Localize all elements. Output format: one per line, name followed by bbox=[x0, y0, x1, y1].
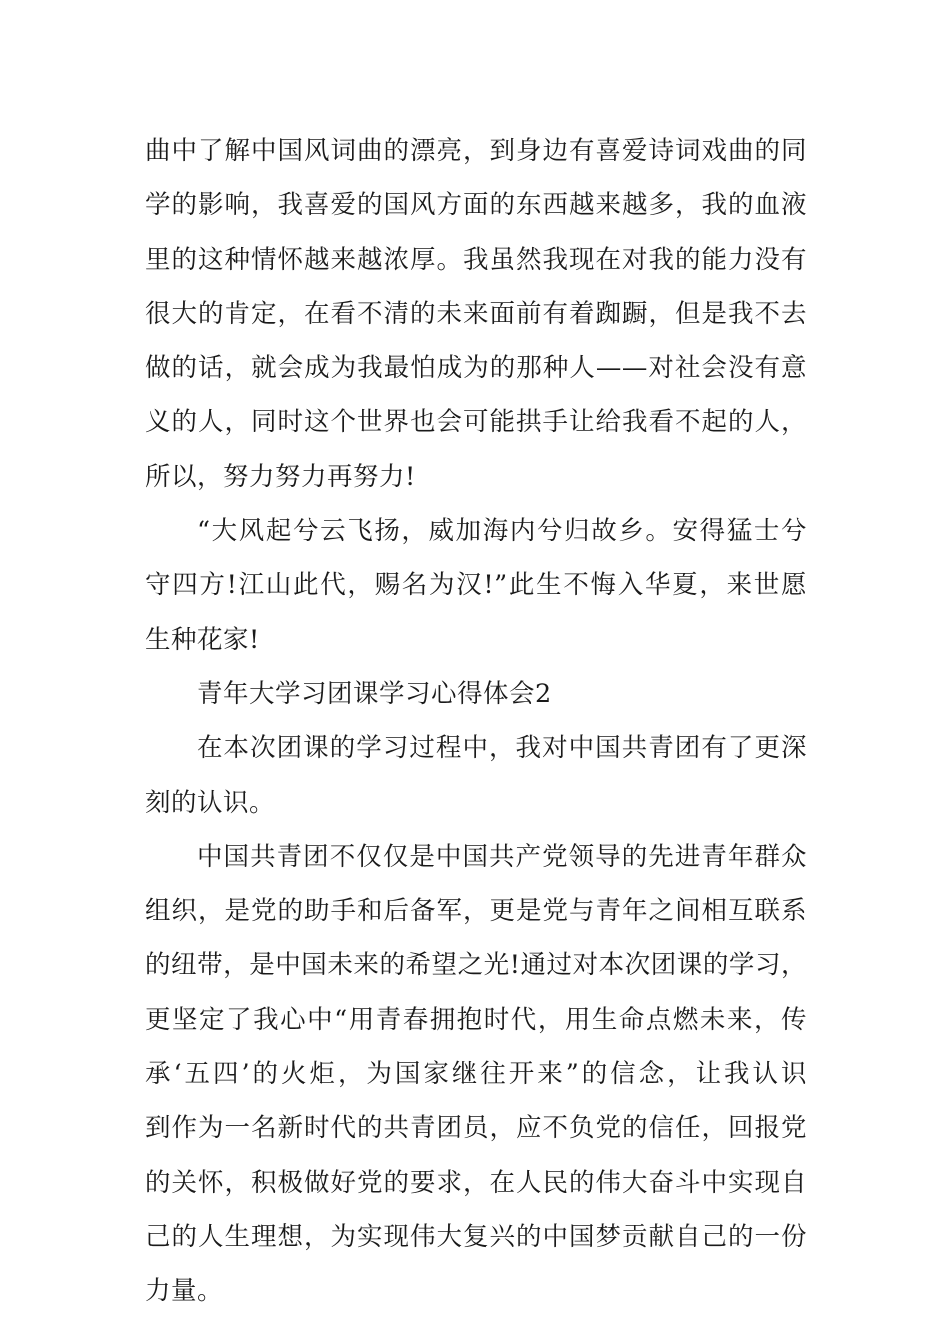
paragraph-line: 中国共青团不仅仅是中国共产党领导的先进青年群众 bbox=[197, 841, 807, 872]
paragraph-1 bbox=[145, 124, 807, 504]
paragraph-line: 组织，是党的助手和后备军，更是党与青年之间相互联系 bbox=[145, 896, 807, 927]
paragraph-line: 义的人，同时这个世界也会可能拱手让给我看不起的人， bbox=[145, 407, 807, 438]
paragraph-line: 生种花家! bbox=[145, 624, 260, 655]
document-body bbox=[145, 124, 807, 1319]
paragraph-line: 到作为一名新时代的共青团员，应不负党的信任，回报党 bbox=[145, 1113, 807, 1144]
paragraph-line: 在本次团课的学习过程中，我对中国共青团有了更深 bbox=[197, 733, 807, 764]
paragraph-line: “大风起兮云飞扬，威加海内兮归故乡。安得猛士兮 bbox=[197, 516, 807, 547]
paragraph-2 bbox=[145, 504, 807, 667]
paragraph-line: 做的话，就会成为我最怕成为的那种人——对社会没有意 bbox=[145, 353, 807, 384]
heading-line: 青年大学习团课学习心得体会2 bbox=[197, 678, 552, 709]
paragraph-line: 力量。 bbox=[145, 1276, 224, 1307]
paragraph-line: 己的人生理想，为实现伟大复兴的中国梦贡献自己的一份 bbox=[145, 1221, 807, 1252]
paragraph-line: 很大的肯定，在看不清的未来面前有着踟蹰，但是我不去 bbox=[145, 298, 807, 329]
paragraph-3 bbox=[145, 721, 807, 830]
paragraph-4 bbox=[145, 830, 807, 1319]
paragraph-line: 承‘五四’的火炬，为国家继往开来”的信念，让我认识 bbox=[145, 1059, 807, 1090]
paragraph-line: 的纽带，是中国未来的希望之光!通过对本次团课的学习， bbox=[145, 950, 807, 981]
paragraph-line: 曲中了解中国风词曲的漂亮，到身边有喜爱诗词戏曲的同 bbox=[145, 136, 807, 166]
paragraph-line: 守四方!江山此代，赐名为汉!”此生不悔入华夏，来世愿 bbox=[145, 570, 807, 601]
paragraph-line: 更坚定了我心中“用青春拥抱时代，用生命点燃未来，传 bbox=[145, 1004, 807, 1035]
paragraph-line: 的关怀，积极做好党的要求，在人民的伟大奋斗中实现自 bbox=[145, 1167, 807, 1198]
section-heading bbox=[145, 667, 807, 721]
paragraph-line: 所以，努力努力再努力! bbox=[145, 461, 416, 492]
paragraph-line: 刻的认识。 bbox=[145, 787, 276, 818]
paragraph-line: 里的这种情怀越来越浓厚。我虽然我现在对我的能力没有 bbox=[145, 244, 807, 275]
paragraph-line: 学的影响，我喜爱的国风方面的东西越来越多，我的血液 bbox=[145, 190, 807, 221]
